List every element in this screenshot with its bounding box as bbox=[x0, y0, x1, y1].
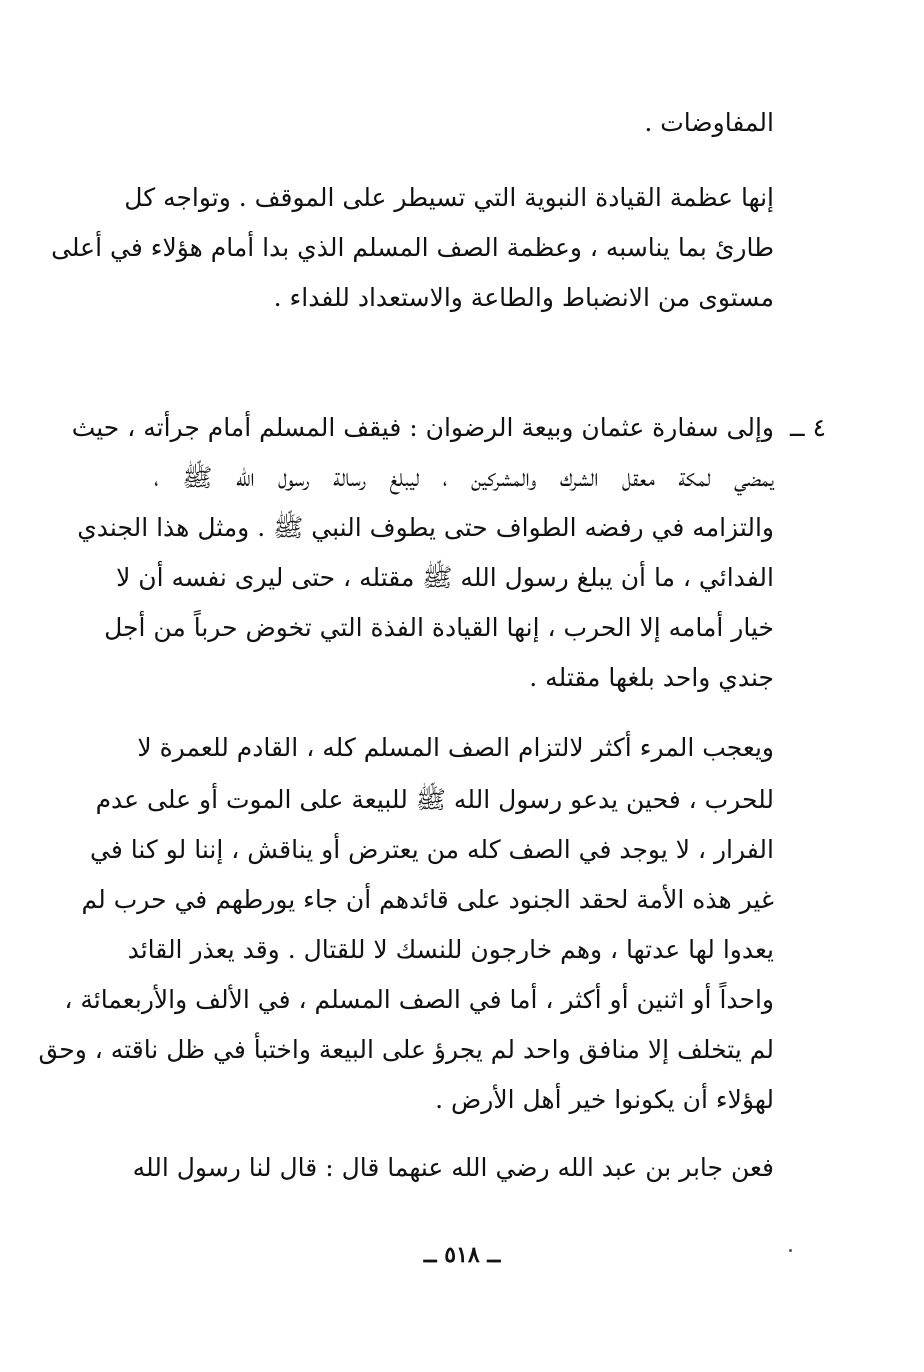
text-line: يعدوا لها عدتها ، وهم خارجون للنسك لا للقتال . وقد يعذر القائد bbox=[127, 935, 774, 964]
text-line: ويعجب المرء أكثر لالتزام الصف المسلم كله ، القادم للعمرة لا bbox=[137, 733, 774, 762]
text-line: الفدائي ، ما أن يبلغ رسول الله ﷺ مقتله ، حتى ليرى نفسه أن لا bbox=[116, 563, 774, 592]
text-line: لهؤلاء أن يكونوا خير أهل الأرض . bbox=[435, 1085, 774, 1114]
scan-speck bbox=[789, 1249, 792, 1252]
text-line: والتزامه في رفضه الطواف حتى يطوف النبي ﷺ . ومثل هذا الجندي bbox=[77, 513, 774, 542]
page-number: ــ ٥١٨ ــ bbox=[423, 1242, 501, 1268]
text-line: وإلى سفارة عثمان وبيعة الرضوان : فيقف المسلم أمام جرأته ، حيث bbox=[71, 413, 774, 442]
text-line: المفاوضات . bbox=[644, 108, 774, 137]
text-line: الفرار ، لا يوجد في الصف كله من يعترض أو يناقش ، إننا لو كنا في bbox=[90, 835, 774, 864]
text-line: جندي واحد بلغها مقتله . bbox=[529, 663, 774, 692]
text-line: لم يتخلف إلا منافق واحد لم يجرؤ على البيعة واختبأ في ظل ناقته ، وحق bbox=[38, 1035, 774, 1064]
text-line: للحرب ، فحين يدعو رسول الله ﷺ للبيعة على الموت أو على عدم bbox=[95, 785, 774, 814]
text-line: إنها عظمة القيادة النبوية التي تسيطر على الموقف . وتواجه كل bbox=[124, 183, 774, 212]
text-line: خيار أمامه إلا الحرب ، إنها القيادة الفذة التي تخوض حرباً من أجل bbox=[104, 613, 774, 642]
text-line: واحداً أو اثنين أو أكثر ، أما في الصف المسلم ، في الألف والأربعمائة ، bbox=[64, 985, 774, 1014]
text-line: مستوى من الانضباط والطاعة والاستعداد للفداء . bbox=[273, 283, 774, 312]
text-line: يمضي لمكة معقل الشرك والمشركين ، ليبلغ رسالة رسول الله ﷺ ، bbox=[154, 463, 774, 492]
text-line: طارئ بما يناسبه ، وعظمة الصف المسلم الذي بدا أمام هؤلاء في أعلى bbox=[51, 233, 774, 262]
list-item-number: ٤ ــ bbox=[789, 413, 826, 442]
text-line: فعن جابر بن عبد الله رضي الله عنهما قال : قال لنا رسول الله bbox=[132, 1153, 774, 1182]
text-line: غير هذه الأمة لحقد الجنود على قائدهم أن جاء يورطهم في حرب لم bbox=[81, 885, 774, 914]
